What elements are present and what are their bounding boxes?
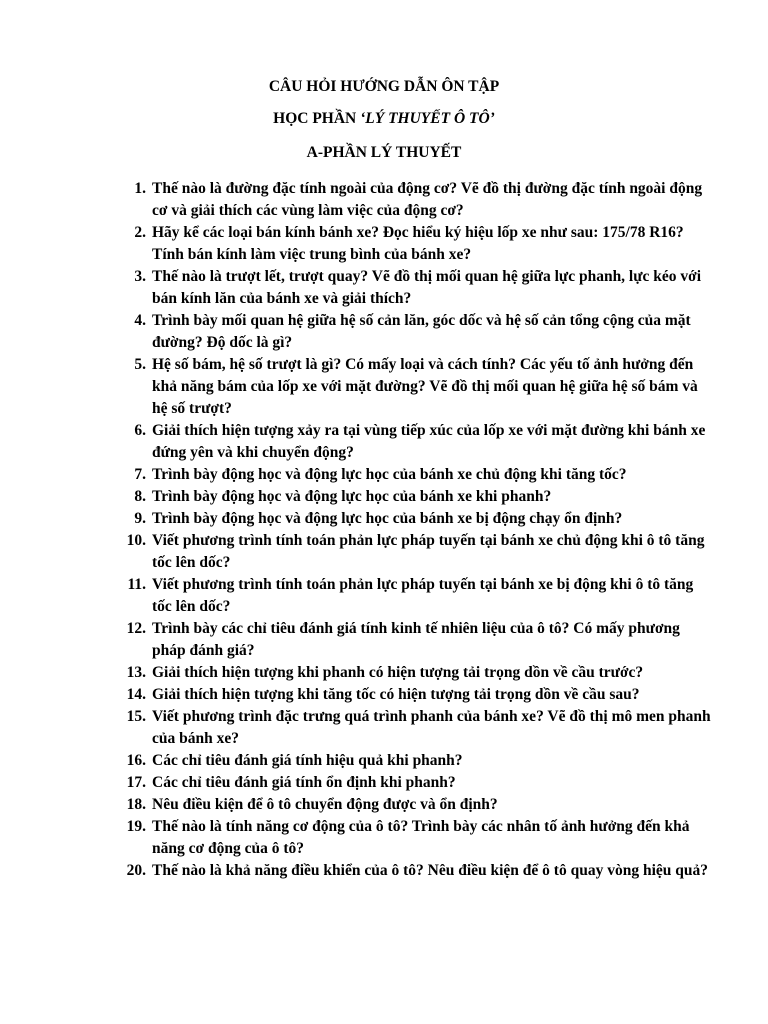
question-item: [0, 662, 768, 684]
question-item: [0, 684, 768, 706]
question-item: [0, 222, 768, 266]
question-item: [0, 816, 768, 860]
question-item: [0, 860, 768, 882]
course-title: [0, 109, 768, 129]
question-item: [0, 310, 768, 354]
question-text: Viết phương trình tính toán phản lực pháp tuyến tại bánh xe bị động khi ô tô tăng tốc lên dốc?: [152, 576, 694, 615]
question-text: Các chỉ tiêu đánh giá tính ổn định khi phanh?: [152, 774, 456, 791]
question-item: [0, 750, 768, 772]
question-number: 4.: [134, 312, 146, 329]
question-item: [0, 464, 768, 486]
question-number: 6.: [134, 422, 146, 439]
question-text: Hãy kể các loại bán kính bánh xe? Đọc hiểu ký hiệu lốp xe như sau: 175/78 R16? Tính bán kính làm việc trung bình của bánh xe?: [152, 224, 684, 263]
question-number: 15.: [126, 708, 146, 725]
question-text: Thế nào là khả năng điều khiển của ô tô? Nêu điều kiện để ô tô quay vòng hiệu quả?: [152, 862, 708, 879]
question-number: 16.: [126, 752, 146, 769]
question-item: [0, 530, 768, 574]
question-text: Trình bày động học và động lực học của bánh xe khi phanh?: [152, 488, 552, 505]
course-name: ‘LÝ THUYẾT Ô TÔ’: [360, 110, 495, 127]
question-text: Các chỉ tiêu đánh giá tính hiệu quả khi phanh?: [152, 752, 463, 769]
question-text: Hệ số bám, hệ số trượt là gì? Có mấy loại và cách tính? Các yếu tố ảnh hưởng đến khả năng bám của lốp xe với mặt đường? Vẽ đồ thị mối quan hệ giữa hệ số bám và hệ số trượt?: [152, 356, 698, 417]
question-number: 8.: [134, 488, 146, 505]
question-text: Thế nào là tính năng cơ động của ô tô? Trình bày các nhân tố ảnh hưởng đến khả năng cơ động của ô tô?: [152, 818, 690, 857]
question-number: 7.: [134, 466, 146, 483]
question-item: [0, 574, 768, 618]
section-title: A-PHẦN LÝ THUYẾT: [306, 144, 462, 161]
question-text: Nêu điều kiện để ô tô chuyển động được và ổn định?: [152, 796, 498, 813]
question-number: 9.: [134, 510, 146, 527]
question-number: 2.: [134, 224, 146, 241]
question-number: 12.: [126, 620, 146, 637]
question-number: 18.: [126, 796, 146, 813]
question-item: [0, 618, 768, 662]
question-item: [0, 508, 768, 530]
question-text: Giải thích hiện tượng xảy ra tại vùng tiếp xúc của lốp xe với mặt đường khi bánh xe đứng yên và khi chuyển động?: [152, 422, 706, 461]
question-text: Viết phương trình đặc trưng quá trình phanh của bánh xe? Vẽ đồ thị mô men phanh của bánh xe?: [152, 708, 711, 747]
question-item: [0, 772, 768, 794]
question-text: Viết phương trình tính toán phản lực pháp tuyến tại bánh xe chủ động khi ô tô tăng tốc lên dốc?: [152, 532, 705, 571]
question-number: 10.: [126, 532, 146, 549]
question-number: 13.: [126, 664, 146, 681]
question-text: Giải thích hiện tượng khi tăng tốc có hiện tượng tải trọng dồn về cầu sau?: [152, 686, 640, 703]
question-text: Trình bày các chỉ tiêu đánh giá tính kinh tế nhiên liệu của ô tô? Có mấy phương pháp đánh giá?: [152, 620, 680, 659]
question-list: [0, 178, 768, 882]
course-prefix: HỌC PHẦN: [273, 110, 361, 127]
question-text: Giải thích hiện tượng khi phanh có hiện tượng tải trọng dồn về cầu trước?: [152, 664, 644, 681]
question-number: 20.: [126, 862, 146, 879]
question-number: 11.: [127, 576, 146, 593]
question-item: [0, 420, 768, 464]
question-number: 19.: [126, 818, 146, 835]
question-number: 5.: [134, 356, 146, 373]
question-text: Trình bày mối quan hệ giữa hệ số cản lăn, góc dốc và hệ số cản tổng cộng của mặt đường? Độ dốc là gì?: [152, 312, 691, 351]
question-number: 1.: [134, 180, 146, 197]
question-text: Trình bày động học và động lực học của bánh xe chủ động khi tăng tốc?: [152, 466, 627, 483]
question-number: 14.: [126, 686, 146, 703]
question-number: 3.: [134, 268, 146, 285]
question-item: [0, 486, 768, 508]
question-item: [0, 266, 768, 310]
question-item: [0, 794, 768, 816]
question-text: Thế nào là đường đặc tính ngoài của động cơ? Vẽ đồ thị đường đặc tính ngoài động cơ và giải thích các vùng làm việc của động cơ?: [152, 180, 703, 219]
question-item: [0, 706, 768, 750]
question-text: Trình bày động học và động lực học của bánh xe bị động chạy ổn định?: [152, 510, 623, 527]
question-text: Thế nào là trượt lết, trượt quay? Vẽ đồ thị mối quan hệ giữa lực phanh, lực kéo với bán kính lăn của bánh xe và giải thích?: [152, 268, 702, 307]
question-item: [0, 178, 768, 222]
question-item: [0, 354, 768, 420]
document-title: CÂU HỎI HƯỚNG DẪN ÔN TẬP: [268, 78, 500, 95]
question-number: 17.: [126, 774, 146, 791]
